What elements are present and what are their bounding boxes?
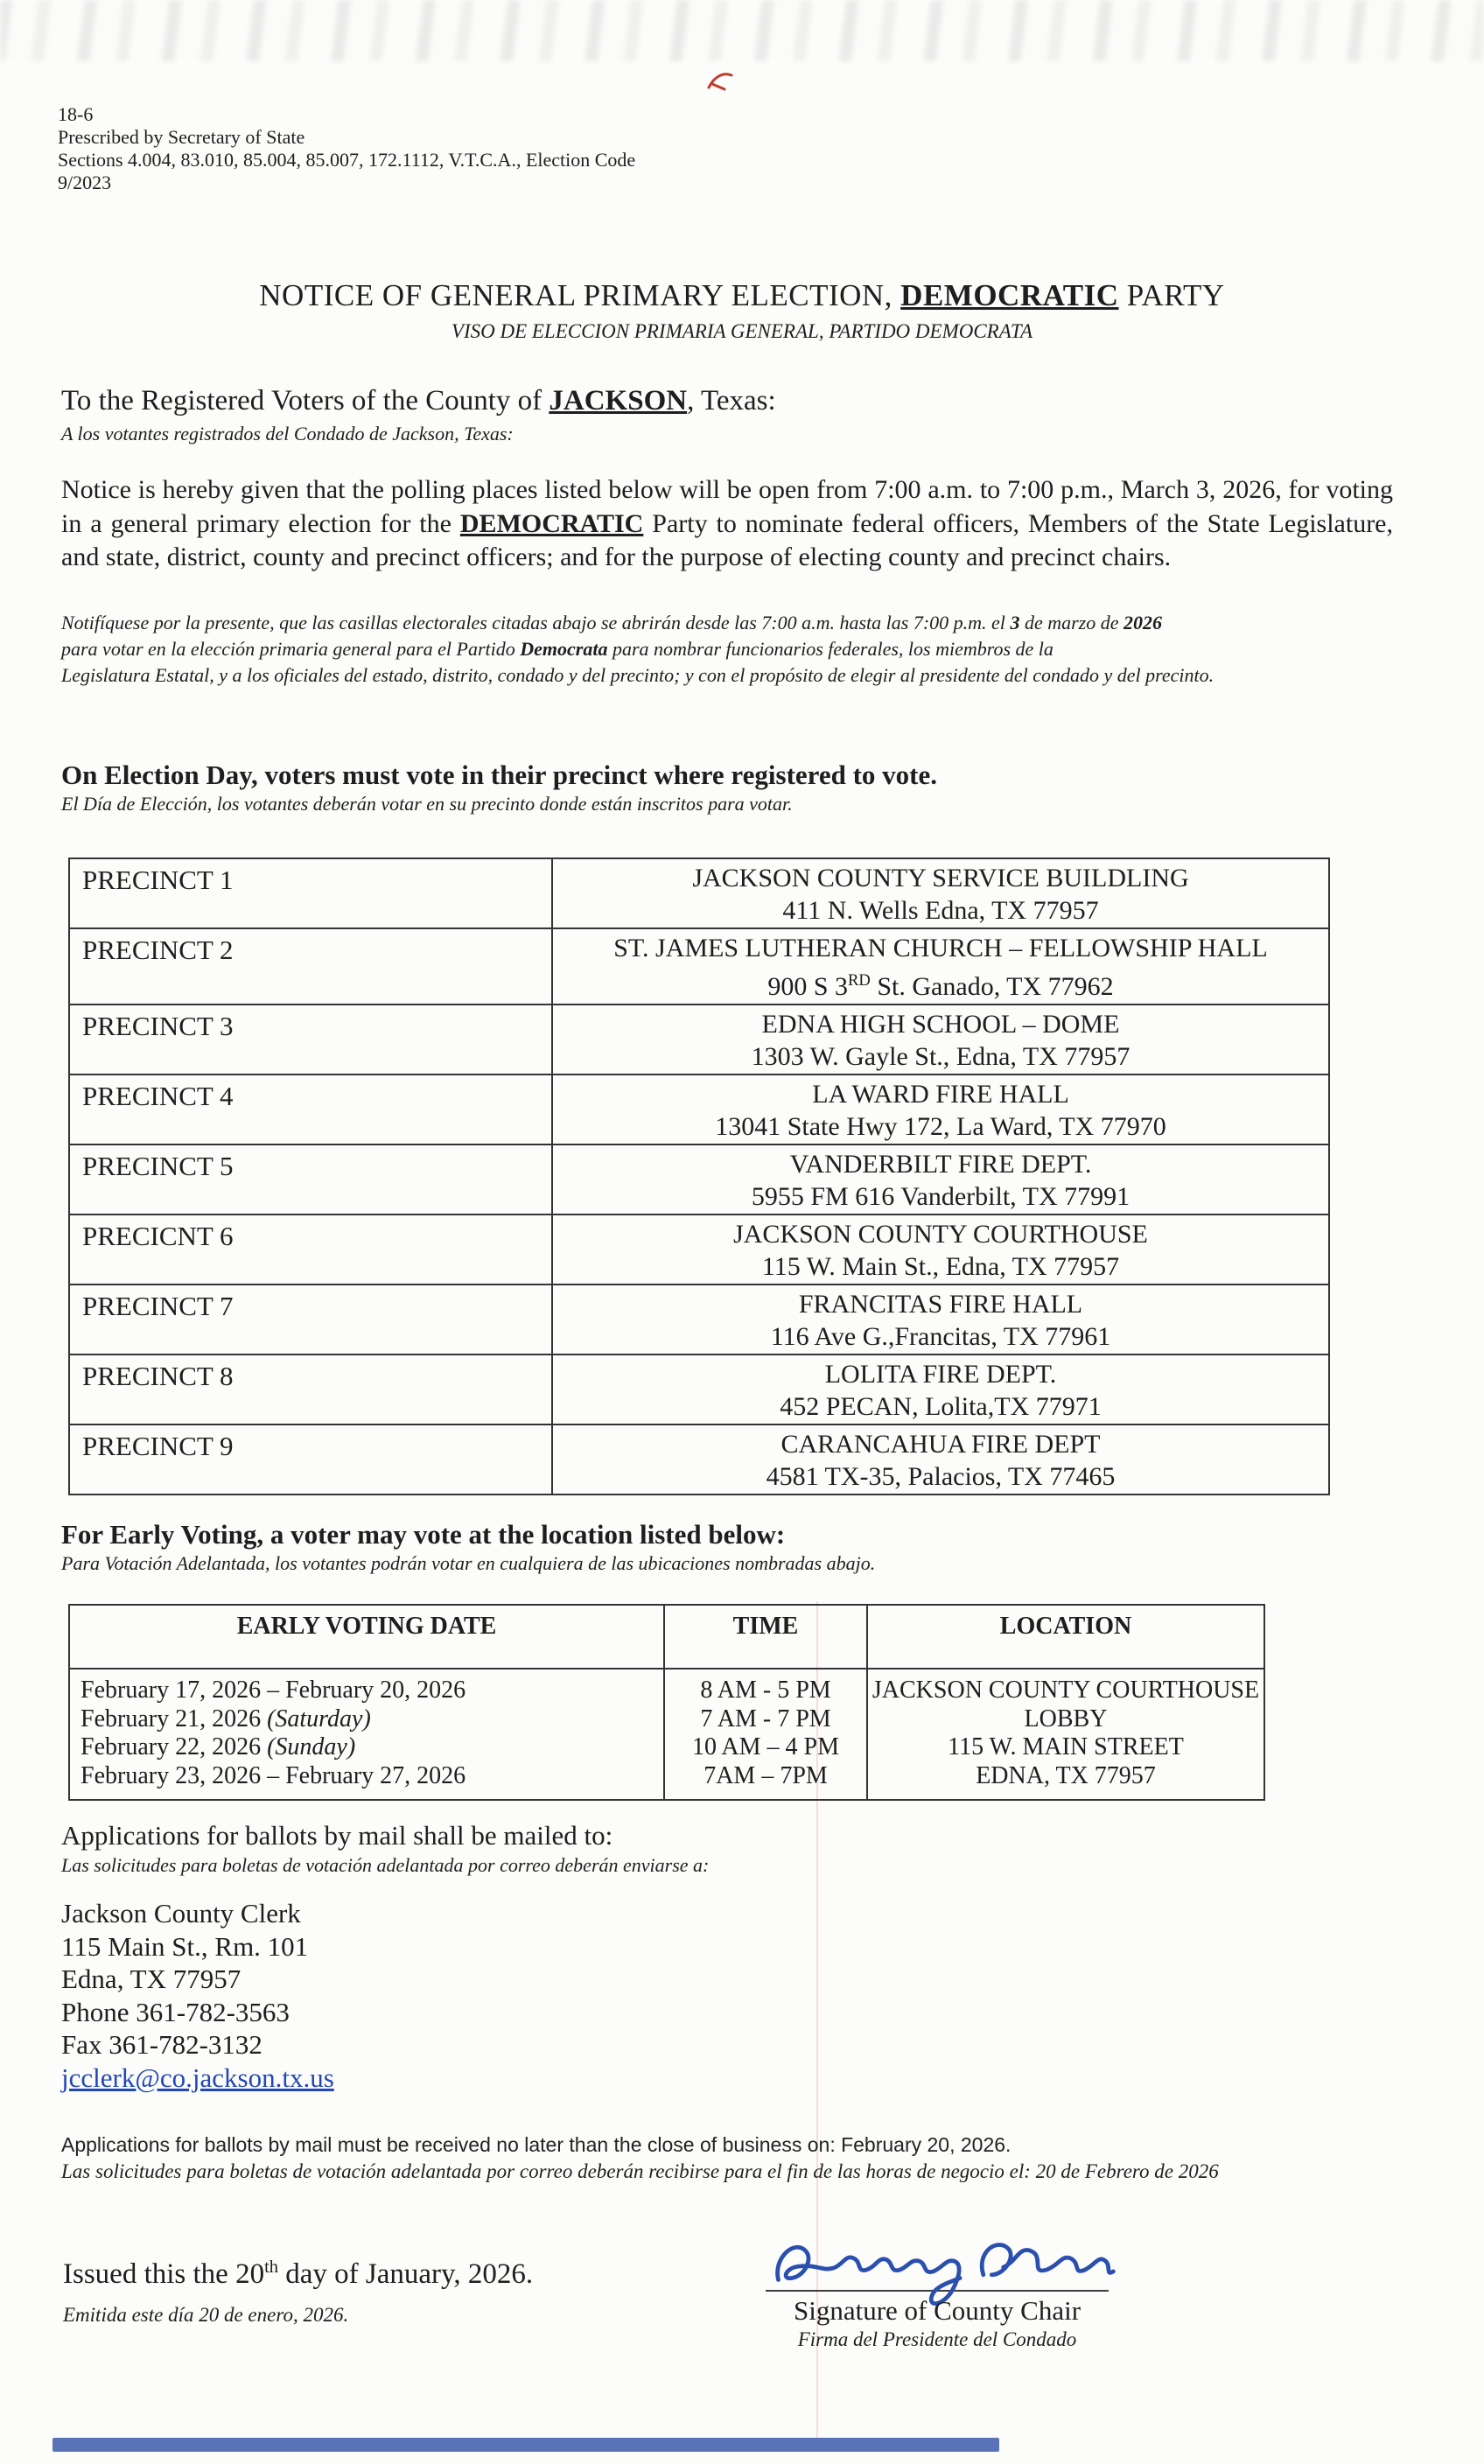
mail-address-line: Fax 361-782-3132 [61,2029,262,2060]
precinct-table-row [69,928,1329,1004]
mail-address-block [61,1897,334,2094]
precinct-venue: LOLITA FIRE DEPT. [824,1360,1057,1389]
notice-es-text: Notifíquese por la presente, que las casillas electorales citadas abajo se abrirán desde las 7:00 a.m. hasta las 7:00 p.m. el [61,612,1011,634]
early-voting-header-row [69,1605,1264,1669]
salutation-es: A los votantes registrados del Condado de Jackson, Texas: [61,423,514,444]
scan-artifact-blue-bar [52,2438,999,2452]
notice-es-bold-year: 2026 [1123,612,1162,634]
scan-noise-top [0,0,1484,61]
early-voting-location-line: LOBBY [1024,1704,1108,1732]
precinct-label: PRECICNT 6 [69,1214,552,1284]
code-sections: Sections 4.004, 83.010, 85.004, 85.007, 172.1112, V.T.C.A., Election Code [58,149,636,171]
precinct-table-row [69,1424,1329,1494]
salutation [61,385,776,417]
issued-date-line-es: Emitida este día 20 de enero, 2026. [63,2304,349,2326]
precinct-label: PRECINCT 5 [69,1144,552,1214]
title-text: NOTICE OF GENERAL PRIMARY ELECTION, [259,278,901,312]
precinct-address: 1303 W. Gayle St., Edna, TX 77957 [751,1042,1130,1071]
precinct-label: PRECINCT 1 [69,858,552,928]
issued-date-line [63,2258,533,2291]
precinct-venue: EDNA HIGH SCHOOL – DOME [761,1010,1120,1039]
precinct-address: 13041 State Hwy 172, La Ward, TX 77970 [715,1112,1166,1141]
precinct-table-row [69,1074,1329,1144]
issued-text: Issued this the 20 [63,2258,265,2290]
header-location: LOCATION [867,1605,1264,1669]
notice-es-text2: de marzo de [1019,612,1124,634]
mail-deadline-es: Las solicitudes para boletas de votación adelantada por correo deberán recibirse para el fin de las horas de negocio el: 20 de Febrero de 2026 [61,2160,1219,2182]
header-time: TIME [664,1605,867,1669]
precinct-table-row [69,858,1329,928]
precinct-venue: CARANCAHUA FIRE DEPT [780,1430,1101,1459]
precinct-table-row [69,1004,1329,1074]
issued-text-after: day of January, 2026. [277,2258,534,2290]
revision-date: 9/2023 [58,172,112,193]
notice-es-line3: Legislatura Estatal, y a los oficiales del estado, distrito, condado y del precinto; y con el propósito de elegir al presidente del condado y del precinto. [61,664,1214,686]
title-block [0,278,1484,343]
document-subtitle-es: VISO DE ELECCION PRIMARIA GENERAL, PARTIDO DEMOCRATA [451,320,1033,342]
precinct-polling-table [68,858,1330,1495]
precinct-table-body [69,858,1329,1494]
precinct-venue: ST. JAMES LUTHERAN CHURCH – FELLOWSHIP HALL [613,934,1268,962]
precinct-venue: LA WARD FIRE HALL [812,1080,1069,1109]
precinct-table-row [69,1284,1329,1354]
precinct-label: PRECINCT 4 [69,1074,552,1144]
early-voting-date-line: February 22, 2026 (Sunday) [80,1733,356,1760]
red-pen-mark [705,68,735,94]
header-early-voting-date: EARLY VOTING DATE [69,1605,664,1669]
notice-text: Notice is hereby given that the polling places listed below will be open from 7:00 a.m. to 7:00 p.m., March 3, 2026, for voting in a general primary election for the [61,475,1393,538]
precinct-label: PRECINCT 7 [69,1284,552,1354]
early-voting-date-line: February 17, 2026 – February 20, 2026 [80,1676,466,1704]
precinct-address: 115 W. Main St., Edna, TX 77957 [761,1252,1120,1281]
mail-address-line: Jackson County Clerk [61,1898,301,1928]
form-number: 18-6 [58,103,94,125]
early-voting-body-row [69,1669,1264,1800]
election-day-heading-es: El Día de Elección, los votantes deberán votar en su precinto donde están inscritos para votar. [61,793,793,815]
precinct-address: 900 S 3RD St. Ganado, TX 77962 [767,971,1114,1001]
precinct-table-row [69,1354,1329,1424]
election-day-heading: On Election Day, voters must vote in their precinct where registered to vote. [61,760,938,790]
precinct-table-row [69,1144,1329,1214]
precinct-label: PRECINCT 3 [69,1004,552,1074]
notice-paragraph-es [61,610,1330,689]
early-voting-time-line: 10 AM – 4 PM [691,1733,840,1760]
signature-caption: Signature of County Chair [793,2295,1082,2326]
mail-deadline: Applications for ballots by mail must be received no later than the close of business on: February 20, 2026. [61,2133,1012,2156]
notice-es-bold-party: Democrata [520,638,608,660]
precinct-address: 411 N. Wells Edna, TX 77957 [782,896,1099,925]
notice-es-text4: para nombrar funcionarios federales, los miembros de la [607,638,1054,660]
title-party-name: DEMOCRATIC [900,278,1119,312]
early-voting-date-line: February 23, 2026 – February 27, 2026 [80,1761,466,1789]
precinct-address: 5955 FM 616 Vanderbilt, TX 77991 [751,1182,1130,1211]
precinct-venue: JACKSON COUNTY COURTHOUSE [733,1220,1148,1249]
precinct-venue: VANDERBILT FIRE DEPT. [789,1150,1092,1179]
early-voting-times-cell [664,1669,867,1800]
notice-es-text3: para votar en la elección primaria general para el Partido [61,638,521,660]
early-voting-location-line: 115 W. MAIN STREET [948,1733,1184,1760]
mail-address-lines [61,1897,334,2062]
precinct-label: PRECINCT 8 [69,1354,552,1424]
county-name: JACKSON [549,385,688,416]
form-header [58,103,635,194]
title-text-after: PARTY [1118,278,1225,312]
precinct-address: 4581 TX-35, Palacios, TX 77465 [766,1462,1116,1491]
early-voting-location-cell [867,1669,1264,1800]
salutation-text: To the Registered Voters of the County of [61,385,550,416]
early-voting-heading-es: Para Votación Adelantada, los votantes podrán votar en cualquiera de las ubicaciones nombradas abajo. [61,1552,876,1574]
prescribed-by: Prescribed by Secretary of State [58,126,305,148]
mail-address-line: Phone 361-782-3563 [61,1996,290,2027]
early-voting-time-line: 7 AM - 7 PM [700,1704,831,1732]
precinct-address: 116 Ave G.,Francitas, TX 77961 [770,1322,1111,1351]
precinct-table-row [69,1214,1329,1284]
early-voting-time-line: 8 AM - 5 PM [700,1676,831,1704]
early-voting-date-line: February 21, 2026 (Saturday) [80,1704,371,1732]
precinct-label: PRECINCT 2 [69,928,552,1004]
precinct-address: 452 PECAN, Lolita,TX 77971 [780,1392,1102,1421]
notice-text-after: Party to nominate federal officers, Members of the State Legislature, and state, district, county and precinct officers; and for the purpose of electing county and precinct chairs. [61,508,1393,571]
clerk-email-link[interactable]: jcclerk@co.jackson.tx.us [61,2062,334,2093]
signature-caption-es: Firma del Presidente del Condado [797,2328,1077,2350]
notice-es-line2 [61,636,1330,662]
mail-applications-heading-es: Las solicitudes para boletas de votación adelantada por correo deberán enviarse a: [61,1854,710,1876]
mail-address-line: 115 Main St., Rm. 101 [61,1930,309,1962]
early-voting-time-line: 7AM – 7PM [704,1761,828,1789]
early-voting-location-line: EDNA, TX 77957 [976,1761,1156,1789]
document-title [0,278,1484,313]
issued-ordinal-suffix: th [264,2258,278,2277]
salutation-text-after: , Texas: [687,385,776,416]
early-voting-table [68,1604,1265,1801]
notice-party-name: DEMOCRATIC [459,508,644,538]
mail-address-line: Edna, TX 77957 [61,1964,242,1994]
mail-applications-heading: Applications for ballots by mail shall be mailed to: [61,1820,613,1851]
notice-es-line1 [61,610,1330,636]
early-voting-location-line: JACKSON COUNTY COURTHOUSE [872,1676,1260,1704]
precinct-venue: FRANCITAS FIRE HALL [798,1290,1083,1319]
precinct-label: PRECINCT 9 [69,1424,552,1494]
notice-paragraph [61,473,1393,575]
notice-es-bold-day: 3 [1010,612,1020,634]
early-voting-heading: For Early Voting, a voter may vote at the location listed below: [61,1519,786,1550]
precinct-venue: JACKSON COUNTY SERVICE BUILDLING [692,864,1189,892]
early-voting-dates-cell [69,1669,664,1800]
